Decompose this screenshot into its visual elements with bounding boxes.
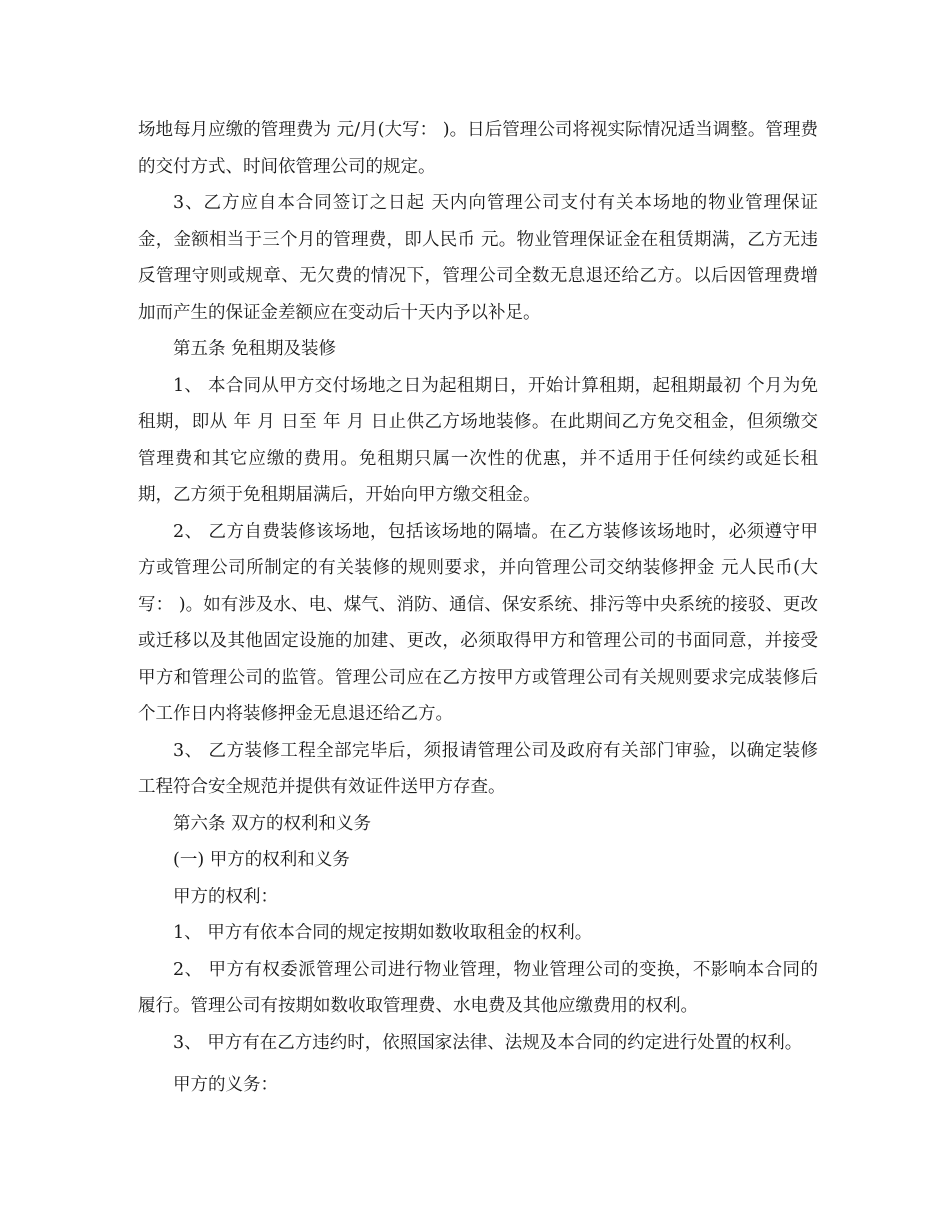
paragraph-rent-free-period: 1、 本合同从甲方交付场地之日为起租期日，开始计算租期，起租期最初 个月为免租期，即从 年 月 日至 年 月 日止供乙方场地装修。在此期间乙方免交租金，但须缴交管理费和其它应缴的费用。免租期只属一次性的优惠，并不适用于任何续约或延长租期，乙方须于免租期届满后，开始向甲方缴交租金。 bbox=[138, 375, 818, 505]
paragraph-deposit: 3、乙方应自本合同签订之日起 天内向管理公司支付有关本场地的物业管理保证金，金额相当于三个月的管理费，即人民币 元。物业管理保证金在租赁期满，乙方无违反管理守则或规章、无欠费的情况下，管理公司全数无息退还给乙方。以后因管理费增加而产生的保证金差额应在变动后十天内予以补足。 bbox=[138, 193, 818, 323]
paragraph-management-fee: 场地每月应缴的管理费为 元/月(大写： )。日后管理公司将视实际情况适当调整。管理费的交付方式、时间依管理公司的规定。 bbox=[138, 120, 818, 177]
party-a-rights-heading: 甲方的权利： bbox=[173, 886, 278, 907]
party-a-right-1: 1、 甲方有依本合同的规定按期如数收取租金的权利。 bbox=[173, 923, 593, 943]
paragraph-inspection: 3、 乙方装修工程全部完毕后，须报请管理公司及政府有关部门审验，以确定装修工程符合安全规范并提供有效证件送甲方存查。 bbox=[138, 740, 818, 797]
party-a-right-3: 3、 甲方有在乙方违约时，依照国家法律、法规及本合同的约定进行处置的权利。 bbox=[173, 1032, 803, 1053]
article-6-heading: 第六条 双方的权利和义务 bbox=[173, 813, 372, 834]
article-5-heading: 第五条 免租期及装修 bbox=[173, 339, 337, 359]
party-a-obligations-heading: 甲方的义务： bbox=[173, 1075, 278, 1095]
party-a-right-2: 2、 甲方有权委派管理公司进行物业管理，物业管理公司的变换，不影响本合同的履行。管理公司有按期如数收取管理费、水电费及其他应缴费用的权利。 bbox=[138, 959, 818, 1016]
paragraph-renovation: 2、 乙方自费装修该场地，包括该场地的隔墙。在乙方装修该场地时，必须遵守甲方或管理公司所制定的有关装修的规则要求，并向管理公司交纳装修押金 元人民币(大写： )。如有涉及水、电、煤气、消防、通信、保安系统、排污等中央系统的接驳、更改或迁移以及其他固定设施的加建、更改，必须取得甲方和管理公司的书面同意，并接受甲方和管理公司的监管。管理公司应在乙方按甲方或管理公司有关规则要求完成装修后 个工作日内将装修押金无息退还给乙方。 bbox=[138, 521, 818, 724]
document-body bbox=[138, 112, 818, 1104]
section-party-a-heading: (一) 甲方的权利和义务 bbox=[173, 850, 350, 870]
